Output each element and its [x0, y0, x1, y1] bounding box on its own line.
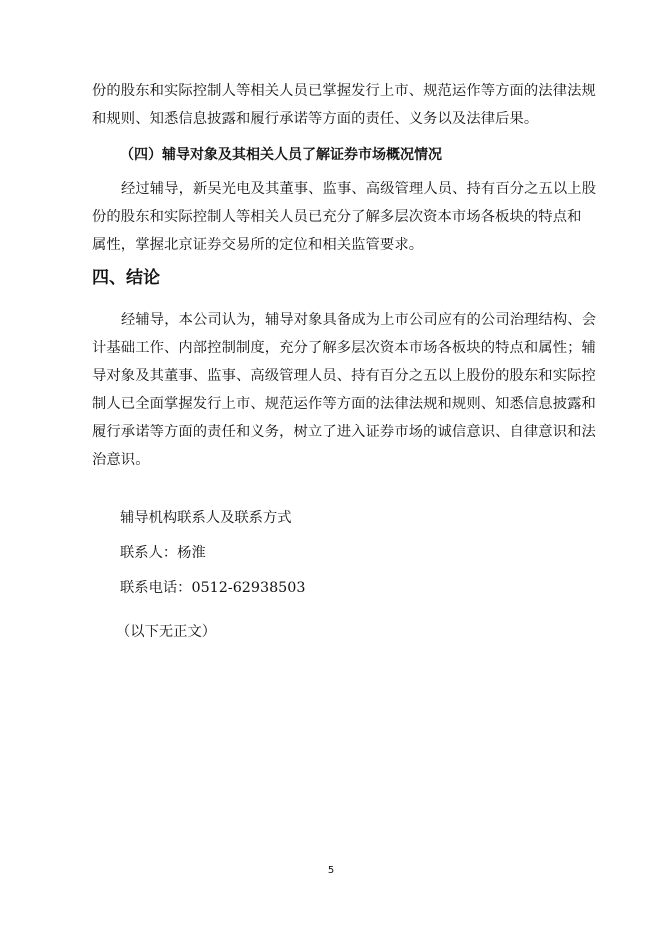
paragraph-section-4-line: 经过辅导，新吴光电及其董事、监事、高级管理人员、持有百分之五以上股 [121, 181, 597, 197]
contact-phone: 联系电话：0512-62938503 [120, 580, 306, 596]
paragraph-top [92, 77, 596, 133]
paragraph-top-line: 份的股东和实际控制人等相关人员已掌握发行上市、规范运作等方面的法律法规 [92, 83, 596, 99]
paragraph-conclusion-line: 导对象及其董事、监事、高级管理人员、持有百分之五以上股份的股东和实际控 [92, 368, 596, 384]
paragraph-conclusion-line: 经辅导，本公司认为，辅导对象具备成为上市公司应有的公司治理结构、会 [121, 312, 597, 328]
paragraph-conclusion-line: 履行承诺等方面的责任和义务，树立了进入证券市场的诚信意识、自律意识和法 [92, 424, 596, 440]
paragraph-section-4-line: 份的股东和实际控制人等相关人员已充分了解多层次资本市场各板块的特点和 [92, 209, 582, 225]
paragraph-conclusion-line: 制人已全面掌握发行上市、规范运作等方面的法律法规和规则、知悉信息披露和 [92, 396, 596, 412]
paragraph-section-4-line: 属性，掌握北京证券交易所的定位和相关监管要求。 [92, 237, 424, 253]
paragraph-conclusion-line: 计基础工作、内部控制制度，充分了解多层次资本市场各板块的特点和属性；辅 [92, 340, 596, 356]
paragraph-section-4 [92, 175, 597, 259]
paragraph-conclusion [92, 306, 597, 474]
section-4-heading: （四）辅导对象及其相关人员了解证券市场概况情况 [120, 147, 442, 163]
paragraph-top-line: 和规则、知悉信息披露和履行承诺等方面的责任、义务以及法律后果。 [92, 111, 539, 127]
conclusion-heading: 四、结论 [92, 268, 160, 288]
contact-title: 辅导机构联系人及联系方式 [120, 510, 292, 526]
page-number: 5 [327, 865, 335, 876]
paragraph-conclusion-line: 治意识。 [92, 452, 150, 468]
end-note: （以下无正文） [116, 624, 217, 640]
contact-person: 联系人：杨淮 [120, 545, 206, 561]
